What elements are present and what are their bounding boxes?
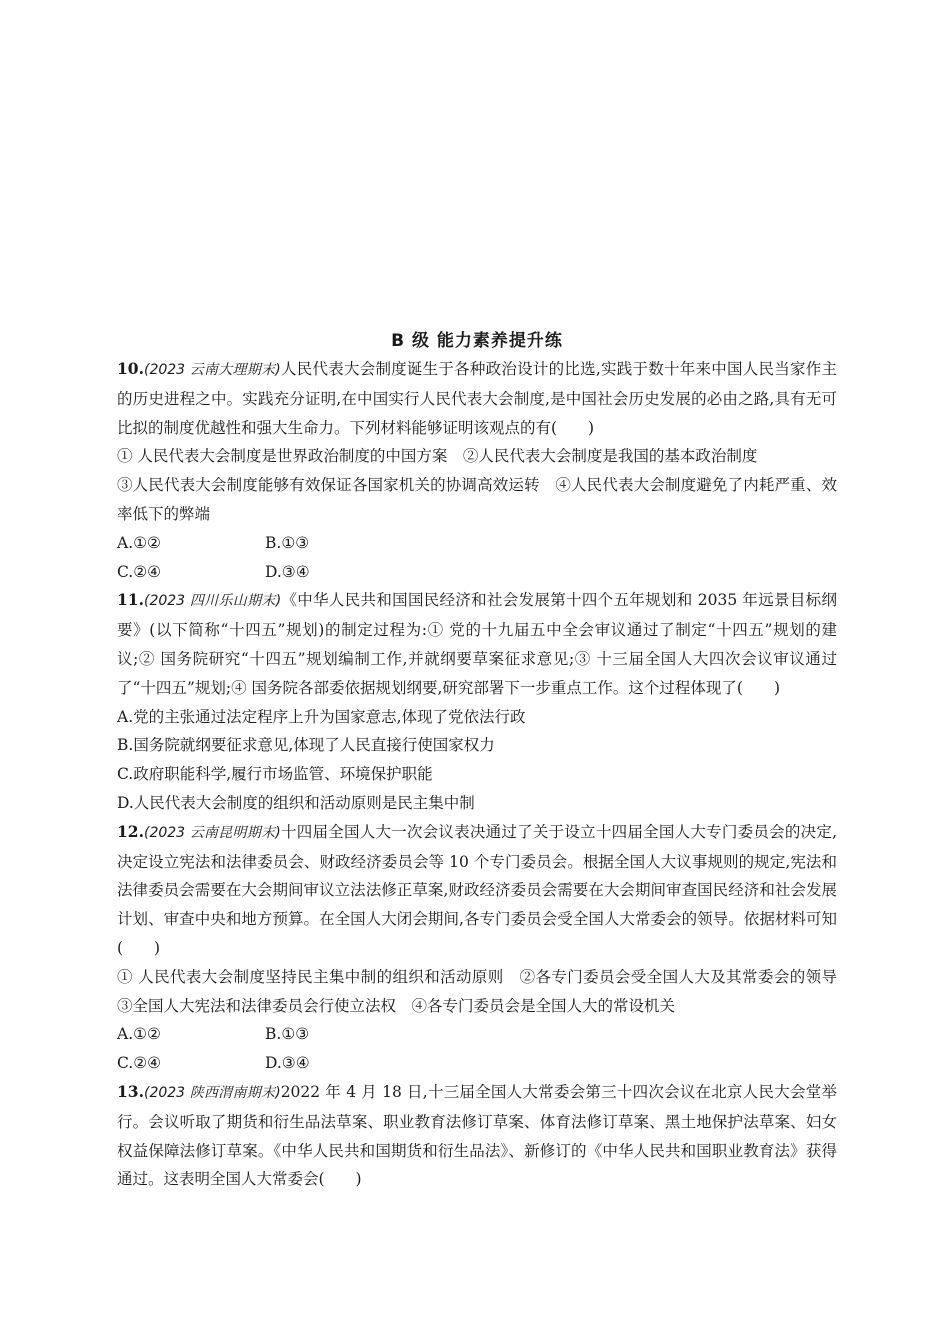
options-row xyxy=(117,529,837,558)
question-12 xyxy=(117,818,853,1078)
option-c[interactable]: C.②④ xyxy=(117,1054,162,1073)
option-d[interactable]: D.③④ xyxy=(265,1054,310,1073)
option-c[interactable]: C.政府职能科学,履行市场监管、环境保护职能 xyxy=(117,765,433,784)
question-stem: 11.(2023 四川乐山期末)《中华人民共和国国民经济和社会发展第十四个五年规划和 2035 年远景目标纲要》(以下简称“十四五”规划)的制定过程为:① 党的十九届五中全会审议通过了制定“十四五”规划的建议;② 国务院研究“十四五”规划编制工作,并就纲要草案征求意见;③ 十三届全国人大四次会议审议通过了“十四五”规划;④ 国务院各部委依据规划纲要,研究部署下一步重点工作。这个过程体现了( ) xyxy=(117,590,837,697)
question-source: (2023 陕西渭南期末) xyxy=(143,1084,281,1101)
options-row xyxy=(117,1049,837,1078)
option-a[interactable]: A.党的主张通过法定程序上升为国家意志,体现了党依法行政 xyxy=(117,707,526,726)
option-b[interactable]: B.①③ xyxy=(265,1025,310,1044)
option-b[interactable]: B.①③ xyxy=(265,533,310,552)
question-source: (2023 云南昆明期末) xyxy=(143,824,281,841)
question-number: 10 xyxy=(117,359,139,378)
option-a[interactable]: A.①② xyxy=(117,533,161,552)
statement: ① 人民代表大会制度坚持民主集中制的组织和活动原则 ②各专门委员会受全国人大及其常委会的领导 ③全国人大宪法和法律委员会行使立法权 ④各专门委员会是全国人大的常设机关 xyxy=(117,967,853,1015)
question-stem: 12.(2023 云南昆明期末)十四届全国人大一次会议表决通过了关于设立十四届全国人大专门委员会的决定,决定设立宪法和法律委员会、财政经济委员会等 10 个专门委员会。根据全国人大议事规则的规定,宪法和法律委员会需要在大会期间审议立法法修正草案,财政经济委员会需要在大会期间审查国民经济和社会发展计划、审查中央和地方预算。在全国人大闭会期间,各专门委员会受全国人大常委会的领导。依据材料可知( ) xyxy=(117,821,837,957)
page-content xyxy=(117,325,853,1194)
question-11 xyxy=(117,586,837,817)
options-row xyxy=(117,1020,837,1049)
question-13 xyxy=(117,1078,837,1194)
option-d[interactable]: D.人民代表大会制度的组织和活动原则是民主集中制 xyxy=(117,793,475,812)
question-source: (2023 云南大理期末) xyxy=(143,362,281,378)
statement: ③人民代表大会制度能够有效保证各国家机关的协调高效运转 ④人民代表大会制度避免了内耗严重、效率低下的弊端 xyxy=(117,476,837,523)
question-number: 12 xyxy=(117,821,139,841)
option-c[interactable]: C.②④ xyxy=(117,562,162,581)
options-row xyxy=(117,558,837,587)
question-number: 13 xyxy=(117,1081,139,1101)
question-stem: 13.(2023 陕西渭南期末)2022 年 4 月 18 日,十三届全国人大常委会第三十四次会议在北京人民大会堂举行。会议听取了期货和衍生品法草案、职业教育法修订草案、体育法修订草案、黑土地保护法草案、妇女权益保障法修订草案。《中华人民共和国期货和衍生品法》、新修订的《中华人民共和国职业教育法》获得通过。这表明全国人大常委会( ) xyxy=(117,1081,837,1189)
question-stem: 10.(2023 云南大理期末)人民代表大会制度诞生于各种政治设计的比选,实践于数十年来中国人民当家作主的历史进程之中。实践充分证明,在中国实行人民代表大会制度,是中国社会历史发展的必由之路,具有无可比拟的制度优越性和强大生命力。下列材料能够证明该观点的有( ) xyxy=(117,359,837,437)
question-number: 11 xyxy=(117,590,139,610)
option-b[interactable]: B.国务院就纲要征求意见,体现了人民直接行使国家权力 xyxy=(117,736,495,755)
option-d[interactable]: D.③④ xyxy=(265,562,310,581)
section-title: B 级 能力素养提升练 xyxy=(391,331,563,351)
option-a[interactable]: A.①② xyxy=(117,1025,161,1044)
question-source: (2023 四川乐山期末) xyxy=(143,593,282,610)
statement: ① 人民代表大会制度是世界政治制度的中国方案 ②人民代表大会制度是我国的基本政治制度 xyxy=(117,447,758,466)
question-10 xyxy=(117,355,837,586)
